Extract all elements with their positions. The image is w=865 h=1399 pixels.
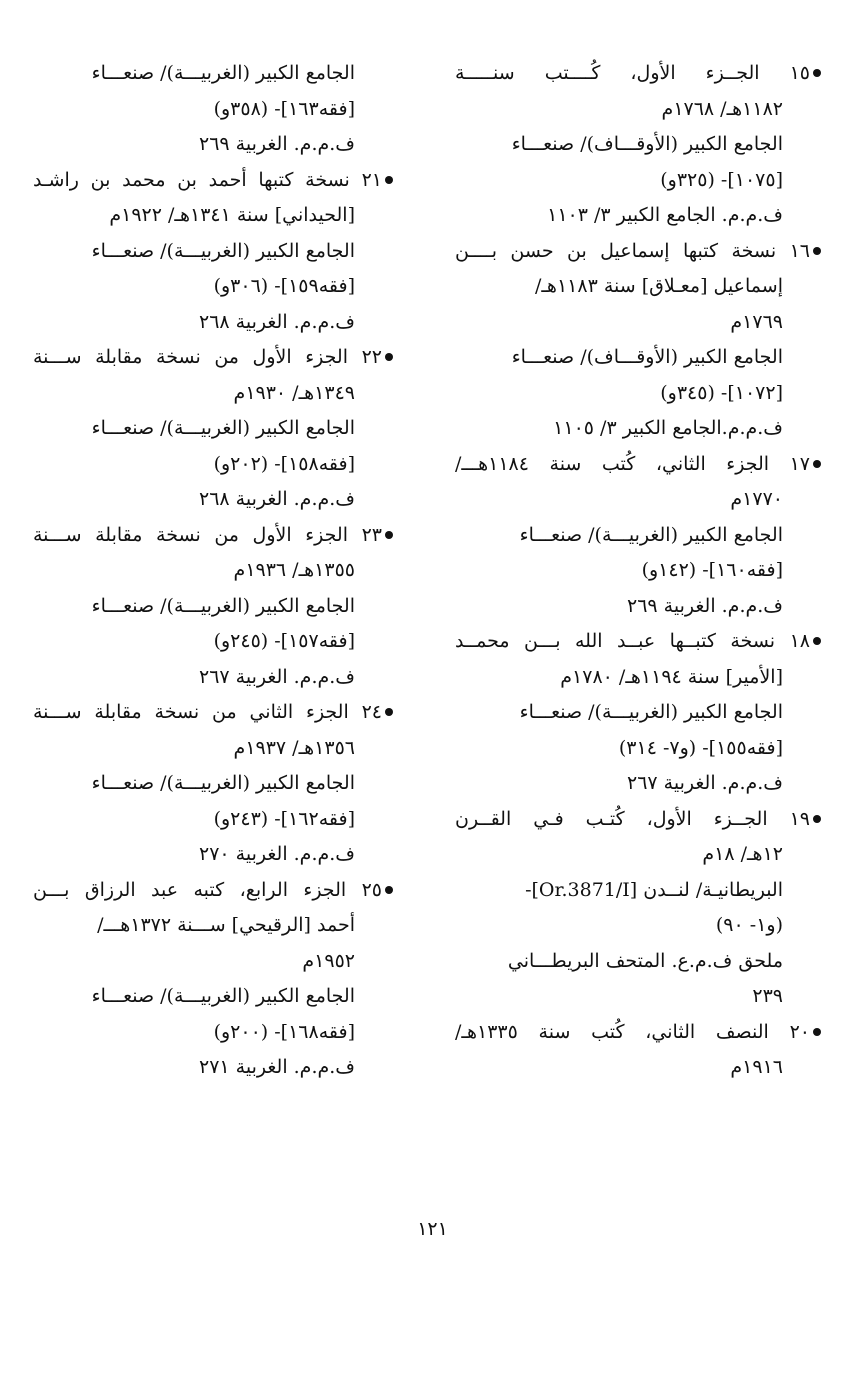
catalog-reference: ف.م.م. الغربية ٢٦٨ bbox=[199, 488, 355, 510]
entry-text: ١٢هـ/ ١٨م bbox=[702, 843, 783, 865]
catalog-reference: ف.م.م. الغربية ٢٦٨ bbox=[199, 310, 355, 333]
shelf-mark: [فقه١٥٨]- (٢٠٢و) bbox=[213, 452, 355, 475]
catalog-reference: ف.م.م. الغربية ٢٦٩ bbox=[199, 133, 355, 155]
entry-number: ١٩ bbox=[789, 807, 810, 830]
entry-text: أحمد [الرقيحي] ســـنة ١٣٧٢هـــ/ bbox=[97, 914, 355, 936]
bullet-icon bbox=[813, 637, 821, 645]
shelf-mark: [١٠٧٥]- (٣٢٥و) bbox=[660, 168, 783, 191]
manuscript-entry-16 bbox=[455, 234, 823, 447]
entry-number: ٢٢ bbox=[361, 346, 382, 368]
bullet-icon bbox=[385, 176, 393, 184]
manuscript-entry-20 bbox=[455, 1015, 823, 1086]
entry-text: الجزء الثاني من نسخة مقابلة ســـنة bbox=[33, 701, 349, 723]
manuscript-entry-23 bbox=[33, 518, 395, 696]
catalog-reference: ٢٣٩ bbox=[752, 985, 783, 1007]
library-location: الجامع الكبير (الغربيـــة)/ صنعـــاء bbox=[519, 701, 783, 723]
entry-text: ١٣٥٥هـ/ ١٩٣٦م bbox=[233, 559, 355, 581]
library-location: الجامع الكبير (الغربيـــة)/ صنعـــاء bbox=[91, 239, 355, 262]
entry-text: الجزء الرابع، كتبه عبد الرزاق بـــن bbox=[33, 878, 347, 901]
entry-text: ١١٨٢هـ/ ١٧٦٨م bbox=[661, 97, 783, 120]
bullet-icon bbox=[385, 531, 393, 539]
entry-number: ٢١ bbox=[361, 168, 382, 191]
manuscript-entry-24 bbox=[33, 695, 395, 873]
manuscript-entry-19 bbox=[455, 802, 823, 1015]
catalog-reference: ف.م.م. الجامع الكبير ٣/ ١١٠٣ bbox=[547, 204, 783, 226]
entry-number: ٢٥ bbox=[361, 878, 382, 901]
entry-text: الجــزء الأول، كُتـب فـي القــرن bbox=[455, 807, 768, 830]
library-location: الجامع الكبير (الغربيـــة)/ صنعـــاء bbox=[91, 594, 355, 617]
shelf-mark: [فقه١٥٥]- (و٧- ٣١٤) bbox=[618, 736, 783, 759]
bullet-icon bbox=[813, 69, 821, 77]
entry-text: الجزء الأول من نسخة مقابلة ســـنة bbox=[33, 523, 348, 546]
manuscript-entry-22 bbox=[33, 340, 395, 518]
library-location: الجامع الكبير (الغربيـــة)/ صنعـــاء bbox=[91, 772, 355, 794]
library-location: الجامع الكبير (الغربيـــة)/ صنعـــاء bbox=[91, 985, 355, 1007]
catalog-reference: ف.م.م. الغربية ٢٧١ bbox=[199, 1056, 355, 1078]
entry-text: نسخة كتبها إسماعيل بن حسن بــــن bbox=[455, 239, 777, 262]
entry-text: [الأمير] سنة ١١٩٤هـ/ ١٧٨٠م bbox=[560, 665, 783, 688]
entry-text: ١٣٤٩هـ/ ١٩٣٠م bbox=[233, 381, 355, 404]
entry-text: ١٣٥٦هـ/ ١٩٣٧م bbox=[233, 736, 355, 759]
shelf-mark: [فقه١٦٨]- (٢٠٠و) bbox=[213, 1020, 355, 1043]
bullet-icon bbox=[385, 708, 393, 716]
library-location: الجامع الكبير (الأوقـــاف)/ صنعـــاء bbox=[511, 346, 783, 368]
library-location: الجامع الكبير (الغربيـــة)/ صنعـــاء bbox=[91, 62, 355, 84]
manuscript-entry-25 bbox=[33, 873, 395, 1086]
page-number: ١٢١ bbox=[417, 1218, 448, 1240]
entry-text: ١٩٥٢م bbox=[302, 949, 355, 972]
library-location: الجامع الكبير (الأوقـــاف)/ صنعـــاء bbox=[511, 133, 783, 155]
bullet-icon bbox=[813, 1028, 821, 1036]
library-location: الجامع الكبير (الغربيـــة)/ صنعـــاء bbox=[91, 417, 355, 439]
entry-text: نسخة كتبها أحمد بن محمد بن راشـد bbox=[33, 168, 350, 191]
catalog-reference: ف.م.م.الجامع الكبير ٣/ ١١٠٥ bbox=[553, 417, 783, 439]
shelf-mark: [فقه١٦٣]- (٣٥٨و) bbox=[213, 97, 355, 120]
entry-text: نسخة كتبــها عبــد الله بـــن محمــد bbox=[455, 630, 776, 652]
shelf-mark: [١٠٧٢]- (٣٤٥و) bbox=[660, 381, 783, 404]
manuscript-entry-21 bbox=[33, 163, 395, 341]
entry-number: ١٥ bbox=[789, 62, 810, 84]
entry-text: ١٩١٦م bbox=[730, 1056, 783, 1078]
bullet-icon bbox=[813, 815, 821, 823]
shelf-mark: (و١- ٩٠) bbox=[715, 914, 783, 936]
entry-text: إسماعيل [معـلاق] سنة ١١٨٣هـ/ bbox=[534, 275, 783, 297]
bullet-icon bbox=[813, 460, 821, 468]
entry-number: ١٧ bbox=[789, 452, 811, 475]
left-column bbox=[33, 56, 395, 1086]
shelf-mark: [فقه١٥٧]- (٢٤٥و) bbox=[213, 630, 355, 652]
catalog-reference: ملحق ف.م.ع. المتحف البريطـــاني bbox=[507, 949, 783, 972]
entry-text: ١٧٧٠م bbox=[730, 488, 783, 510]
entry-text: الجزء الثاني، كُتب سنة ١١٨٤هـــ/ bbox=[455, 452, 770, 475]
entry-text: ١٧٦٩م bbox=[730, 310, 783, 333]
manuscript-entry-18 bbox=[455, 624, 823, 802]
entry-text: الجــزء الأول، كُــــتب سنـــــة bbox=[455, 62, 760, 84]
catalog-reference: ف.م.م. الغربية ٢٧٠ bbox=[199, 843, 355, 865]
shelf-mark: [فقه١٦٢]- (٢٤٣و) bbox=[213, 807, 355, 830]
catalog-reference: ف.م.م. الغربية ٢٦٩ bbox=[627, 594, 783, 617]
manuscript-entry-17 bbox=[455, 447, 823, 625]
bullet-icon bbox=[385, 886, 393, 894]
entry-number: ١٨ bbox=[789, 630, 810, 652]
entry-text: الجزء الأول من نسخة مقابلة ســـنة bbox=[33, 346, 348, 368]
entry-text: [الحيداني] سنة ١٣٤١هـ/ ١٩٢٢م bbox=[109, 204, 355, 226]
entry-number: ١٦ bbox=[789, 239, 810, 262]
entry-number: ٢٤ bbox=[361, 701, 383, 723]
right-column bbox=[455, 56, 823, 1086]
entry-number: ٢٣ bbox=[361, 523, 382, 546]
entry-text: النصف الثاني، كُتب سنة ١٣٣٥هـ/ bbox=[455, 1020, 769, 1043]
catalog-reference: ف.م.م. الغربية ٢٦٧ bbox=[627, 772, 783, 794]
library-location: البريطانيـة/ لنــدن [Or.3871/I]- bbox=[525, 878, 783, 901]
catalog-reference: ف.م.م. الغربية ٢٦٧ bbox=[199, 665, 355, 688]
shelf-mark: [فقه١٥٩]- (٣٠٦و) bbox=[213, 275, 355, 297]
library-location: الجامع الكبير (الغربيـــة)/ صنعـــاء bbox=[519, 523, 783, 546]
shelf-mark: [فقه١٦٠]- (١٤٢و) bbox=[641, 559, 783, 581]
bullet-icon bbox=[385, 353, 393, 361]
bullet-icon bbox=[813, 247, 821, 255]
manuscript-entry-20-continued bbox=[33, 56, 395, 163]
entry-number: ٢٠ bbox=[789, 1020, 810, 1043]
manuscript-entry-15 bbox=[455, 56, 823, 234]
